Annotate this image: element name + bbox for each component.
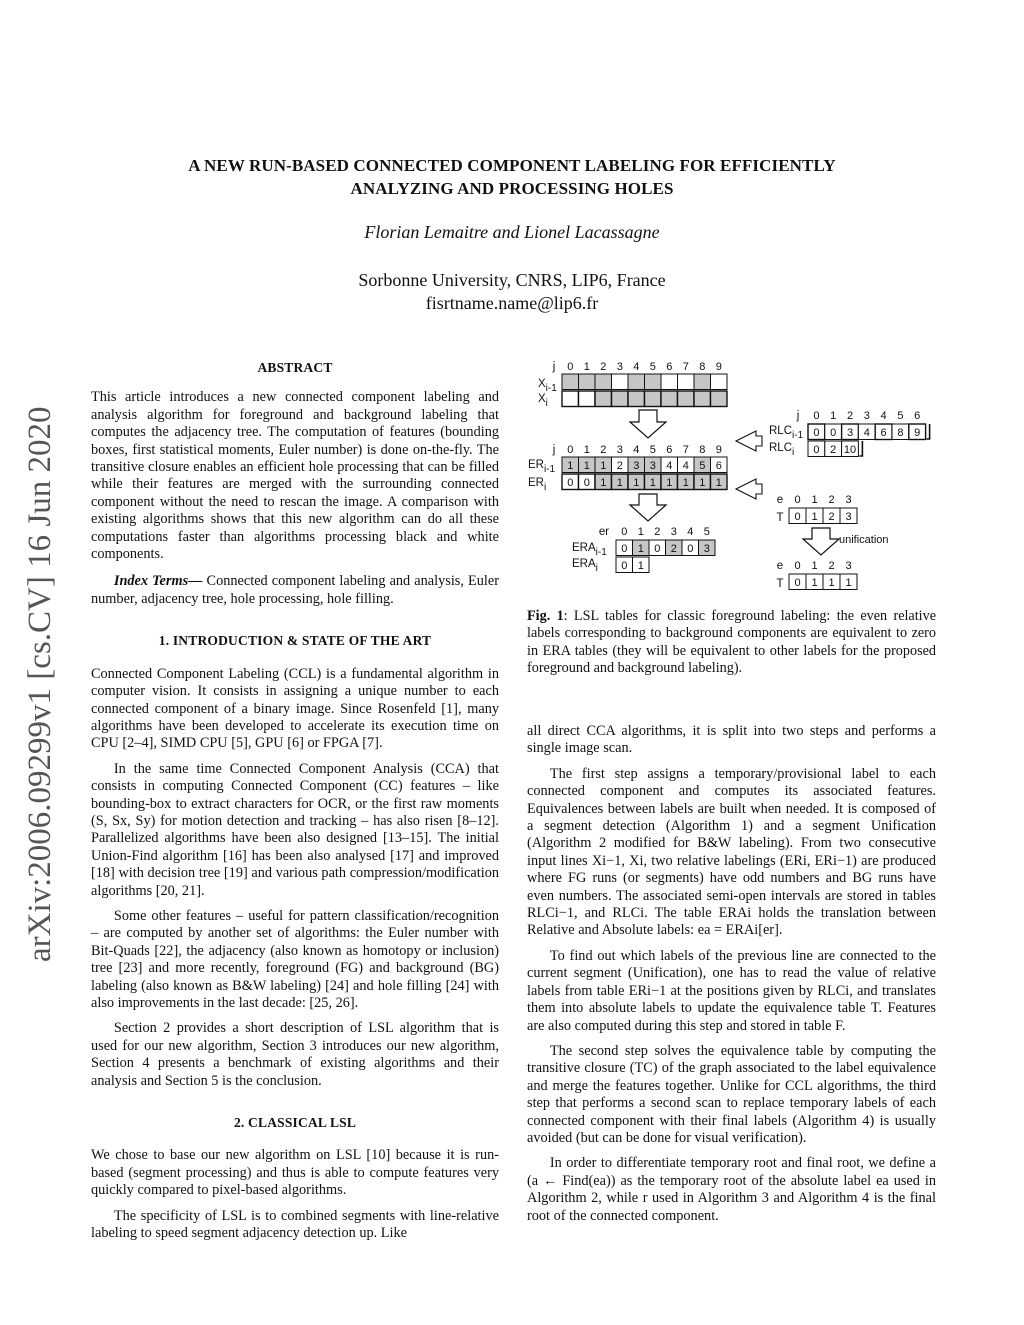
era-prev-row-value-5: 3 xyxy=(703,543,710,555)
x-prev-row-cell-7 xyxy=(678,374,695,390)
era-index-2: 2 xyxy=(654,526,661,538)
t2-index-2: 2 xyxy=(828,560,835,572)
x-prev-row-cell-0 xyxy=(562,374,579,390)
t2-index-3: 3 xyxy=(845,560,852,572)
era-index-5: 5 xyxy=(703,526,710,538)
x-cur-row-cell-1 xyxy=(579,391,596,407)
rlc-index-5: 5 xyxy=(897,410,904,422)
era-index-0: 0 xyxy=(621,526,628,538)
title-line-2: ANALYZING AND PROCESSING HOLES xyxy=(350,179,674,198)
j-label-top: j xyxy=(552,361,556,373)
label-er-prev: ERi-1 xyxy=(528,459,556,475)
t2-index-1: 1 xyxy=(811,560,818,572)
j-label-rlc: j xyxy=(796,410,800,422)
section2-p2: The specificity of LSL is to combined segments with line-relative labeling to speed segment adjacency detection up. Like xyxy=(91,1207,499,1242)
j-index-top-7: 7 xyxy=(682,361,689,373)
er-label: er xyxy=(598,526,610,538)
email: fisrtname.name@lip6.fr xyxy=(425,293,599,313)
rlc-index-4: 4 xyxy=(880,410,887,422)
er-prev-row-value-8: 5 xyxy=(699,460,706,472)
era-prev-row-value-1: 1 xyxy=(637,543,644,555)
er-cur-row-value-5: 1 xyxy=(649,477,656,489)
er-prev-row-value-4: 3 xyxy=(633,460,640,472)
label-era-prev: ERAi-1 xyxy=(572,542,607,558)
rlc-prev-value-1: 0 xyxy=(830,427,837,439)
j-index-top-8: 8 xyxy=(699,361,706,373)
arrow-to-rlc-1 xyxy=(736,431,762,451)
era-index-3: 3 xyxy=(670,526,677,538)
figure-diagram xyxy=(526,356,938,596)
x-prev-row-cell-5 xyxy=(645,374,662,390)
section1-p3: Some other features – useful for pattern classification/recognition – are computed by another set of algorithms: the Euler number with Bit-Quads [22], the adjacency (also known as homotopy or inclusion) tree [23] and more recently, foreground (FG) and background (BG) labeling (also known as B&W labeling) [24] and hole filling [24] with also improvements in the last decade: [25, 26]. xyxy=(91,907,499,1011)
era-prev-row-value-3: 2 xyxy=(670,543,677,555)
e-label-1: e xyxy=(776,494,784,506)
t-before-row-value-2: 2 xyxy=(828,511,835,523)
paper-title xyxy=(0,154,1024,200)
label-rlc-cur: RLCi xyxy=(769,442,795,458)
er-cur-row-value-9: 1 xyxy=(715,477,722,489)
rlc-prev-value-2: 3 xyxy=(846,427,854,439)
section1-p1: Connected Component Labeling (CCL) is a fundamental algorithm in computer vision. It consists in assigning a unique number to each connected component of a binary image. Since Rosenfeld [1], many algorithms have been developed to accelerate its execution time on CPU [2–4], SIMD CPU [5], GPU [6] or FPGA [7]. xyxy=(91,665,499,752)
t-after-row-value-2: 1 xyxy=(828,577,835,589)
t-before-row-value-3: 3 xyxy=(845,511,852,523)
right-p1: The first step assigns a temporary/provisional label to each connected component and computes its associated features. Equivalences between labels are built when needed. It is composed of a segment detection (Algorithm 1) and a segment Unification (Algorithm 2 modified for B&W labeling). From two consecutive input lines Xi−1, Xi, two relative labelings (ERi, ERi−1) are produced where FG runs (or segments) have odd numbers and BG runs have even numbers. The associated semi-open intervals are stored in tables RLCi−1, and RLCi. The table ERAi holds the translation between Relative and Absolute labels: ea = ERAi[er]. xyxy=(527,765,936,939)
rlc-prev-value-3: 4 xyxy=(863,427,870,439)
j-index-er-7: 7 xyxy=(682,444,689,456)
j-index-er-6: 6 xyxy=(666,444,673,456)
er-prev-row-value-2: 1 xyxy=(600,460,607,472)
er-cur-row-value-3: 1 xyxy=(616,477,623,489)
x-cur-row-cell-9 xyxy=(711,391,728,407)
j-index-er-1: 1 xyxy=(583,444,590,456)
section1-p2: In the same time Connected Component Analysis (CCA) that consists in computing Connected Component (CC) features – like bounding-box to extract characters for OCR, or the first raw moments (S, Sx, Sy) for motion detection and tracking – has also risen [8–12]. Parallelized algorithms have been also designed [13–15]. The initial Union-Find algorithm [16] has been also analysed [17] and improved [18] with decision tree [19] and various path compression/modification algorithms [20, 21]. xyxy=(91,760,499,899)
e-label-2: e xyxy=(776,560,784,572)
er-cur-row-value-6: 1 xyxy=(666,477,673,489)
x-cur-row-cell-2 xyxy=(595,391,612,407)
arxiv-stamp xyxy=(6,357,66,967)
t-before-row-value-0: 0 xyxy=(794,511,801,523)
rlc-cur-value-0: 0 xyxy=(813,444,820,456)
j-index-er-3: 3 xyxy=(616,444,623,456)
arrow-down-1 xyxy=(630,410,666,438)
rlc-cur-value-2: 10 xyxy=(843,444,857,456)
affiliation: Sorbonne University, CNRS, LIP6, France xyxy=(358,270,666,290)
t-before-row-value-1: 1 xyxy=(811,511,818,523)
section1-heading: 1. INTRODUCTION & STATE OF THE ART xyxy=(158,633,432,649)
arxiv-stamp-text: arXiv:2006.09299v1 [cs.CV] 16 Jun 2020 xyxy=(22,406,58,962)
rlc-cur-value-1: 2 xyxy=(830,444,837,456)
title-line-1: A NEW RUN-BASED CONNECTED COMPONENT LABELING FOR EFFICIENTLY xyxy=(188,156,836,175)
j-index-top-5: 5 xyxy=(649,361,656,373)
t2-index-0: 0 xyxy=(794,560,801,572)
j-index-top-3: 3 xyxy=(616,361,623,373)
j-index-top-2: 2 xyxy=(600,361,607,373)
arrow-down-unification xyxy=(803,528,839,555)
section2-p1: We chose to base our new algorithm on LSL [10] because it is run-based (segment processing) and thus is able to compute features very quickly compared to pixel-based algorithms. xyxy=(91,1147,499,1199)
er-prev-row-value-5: 3 xyxy=(649,460,656,472)
right-p0: all direct CCA algorithms, it is split into two steps and performs a single image scan. xyxy=(527,723,936,757)
er-cur-row-value-4: 1 xyxy=(633,477,640,489)
j-index-er-9: 9 xyxy=(715,444,722,456)
unification-label: unification xyxy=(839,534,889,546)
j-index-er-0: 0 xyxy=(567,444,574,456)
rlc-index-1: 1 xyxy=(830,410,837,422)
arrow-to-rlc-2 xyxy=(736,479,762,499)
er-cur-row-value-8: 1 xyxy=(699,477,706,489)
t-after-row-value-0: 0 xyxy=(794,577,801,589)
left-column xyxy=(91,359,499,1242)
era-prev-row-value-0: 0 xyxy=(621,543,628,555)
x-prev-row-cell-1 xyxy=(579,374,596,390)
j-index-er-4: 4 xyxy=(633,444,640,456)
x-cur-row-cell-5 xyxy=(645,391,662,407)
rlc-index-3: 3 xyxy=(863,410,870,422)
right-p2: To find out which labels of the previous line are connected to the current segment (Unification), one has to read the value of relative labels from table ERi−1 at the positions given by RLCi, and translates them into absolute labels to update the equivalence table T. Features are also computed during this step and stored in table F. xyxy=(527,947,936,1034)
j-index-top-1: 1 xyxy=(583,361,590,373)
rlc-prev-value-5: 8 xyxy=(897,427,904,439)
x-cur-row-cell-8 xyxy=(694,391,711,407)
x-cur-row-cell-6 xyxy=(661,391,678,407)
j-index-top-0: 0 xyxy=(567,361,574,373)
x-cur-row-cell-3 xyxy=(612,391,629,407)
label-rlc-prev: RLCi-1 xyxy=(769,425,804,441)
rlc-prev-value-4: 6 xyxy=(880,427,887,439)
rlc-prev-value-0: 0 xyxy=(813,427,820,439)
er-prev-row-value-9: 6 xyxy=(715,460,722,472)
figure-caption xyxy=(527,608,936,678)
er-prev-row-value-7: 4 xyxy=(682,460,689,472)
j-index-top-9: 9 xyxy=(715,361,722,373)
er-prev-row-value-6: 4 xyxy=(666,460,673,472)
label-era-cur: ERAi xyxy=(572,558,598,574)
rlc-prev-bracket xyxy=(927,424,930,439)
era-index-4: 4 xyxy=(687,526,694,538)
t-after-row-value-3: 1 xyxy=(845,577,852,589)
t-label-2: T xyxy=(776,578,784,590)
index-terms xyxy=(91,573,499,608)
j-index-er-5: 5 xyxy=(649,444,656,456)
x-cur-row-cell-4 xyxy=(628,391,645,407)
j-label-er: j xyxy=(552,444,556,456)
arrow-down-2 xyxy=(630,494,666,521)
x-prev-row-cell-4 xyxy=(628,374,645,390)
section1-p4: Section 2 provides a short description of LSL algorithm that is used for our new algorithm, Section 3 introduces our new algorithm, Section 4 presents a benchmark of existing algorithms and their analysis and Section 5 is the conclusion. xyxy=(91,1020,499,1089)
caption-label: Fig. 1 xyxy=(527,608,564,624)
t1-index-1: 1 xyxy=(811,494,818,506)
x-prev-row-cell-2 xyxy=(595,374,612,390)
affiliation-block xyxy=(0,269,1024,315)
right-column xyxy=(527,723,936,1225)
er-cur-row-value-0: 0 xyxy=(567,477,574,489)
er-cur-row-value-7: 1 xyxy=(682,477,689,489)
era-cur-row-value-1: 1 xyxy=(637,560,644,572)
t1-index-2: 2 xyxy=(828,494,835,506)
label-x-cur: Xi xyxy=(538,393,548,409)
t-label-1: T xyxy=(776,512,784,524)
x-cur-row-cell-7 xyxy=(678,391,695,407)
j-index-er-2: 2 xyxy=(600,444,607,456)
abstract-heading: ABSTRACT xyxy=(257,360,333,375)
label-er-cur: ERi xyxy=(528,477,547,493)
x-prev-row-cell-9 xyxy=(711,374,728,390)
era-prev-row-value-4: 0 xyxy=(687,543,694,555)
t1-index-0: 0 xyxy=(794,494,801,506)
index-terms-text: Connected component labeling and analysis, Euler number, adjacency tree, hole processing, hole filling. xyxy=(91,573,500,607)
j-index-top-4: 4 xyxy=(633,361,640,373)
rlc-cur-bracket xyxy=(859,441,862,456)
rlc-index-0: 0 xyxy=(813,410,820,422)
abstract-text: This article introduces a new connected component labeling and analysis algorithm for foreground and background labeling that computes the adjacency tree. The computation of features (bounding boxes, first statistical moments, Euler number) is done on-the-fly. The transitive closure enables an efficient hole processing that can be filled while their features are merged with the surrounding connected component without the need to rescan the image. A comparison with existing algorithms shows that this new algorithm can do all these computations faster than algorithms processing black and white components. xyxy=(91,389,499,563)
index-terms-label: Index Terms— xyxy=(113,573,203,590)
era-prev-row-value-2: 0 xyxy=(654,543,661,555)
er-prev-row-value-0: 1 xyxy=(567,460,574,472)
section2-heading: 2. CLASSICAL LSL xyxy=(233,1115,357,1131)
right-p3: The second step solves the equivalence table by computing the transitive closure (TC) of the graph associated to the label equivalence and merge the features together. Unlike for CCL algorithms, the third step that performs a second scan to replace temporary labels of each connected component with their final labels (Algorithm 4) is usually avoided (but can be done for visual verification). xyxy=(527,1042,936,1146)
er-prev-row-value-3: 2 xyxy=(616,460,623,472)
rlc-index-6: 6 xyxy=(914,410,921,422)
era-index-1: 1 xyxy=(637,526,644,538)
right-p4: In order to differentiate temporary root and final root, we define a (a ← Find(ea)) as the temporary root of the absolute label ea used in Algorithm 2, while r used in Algorithm 3 and Algorithm 4 is the final root of the connected component. xyxy=(527,1155,936,1224)
era-cur-row-value-0: 0 xyxy=(621,560,628,572)
x-prev-row-cell-6 xyxy=(661,374,678,390)
t-after-row-value-1: 1 xyxy=(811,577,818,589)
er-prev-row-value-1: 1 xyxy=(583,460,590,472)
j-index-er-8: 8 xyxy=(699,444,706,456)
j-index-top-6: 6 xyxy=(666,361,673,373)
x-cur-row-cell-0 xyxy=(562,391,579,407)
authors: Florian Lemaitre and Lionel Lacassagne xyxy=(364,222,660,242)
figure-1 xyxy=(526,356,938,596)
rlc-index-2: 2 xyxy=(846,410,854,422)
caption-text: : LSL tables for classic foreground labeling: the even relative labels corresponding to background components are equivalent to zero in ERA tables (they will be equivalent to other labels for the proposed foreground and background labeling). xyxy=(527,608,936,677)
label-x-prev: Xi-1 xyxy=(538,378,557,394)
x-prev-row-cell-3 xyxy=(612,374,629,390)
t1-index-3: 3 xyxy=(845,494,852,506)
rlc-prev-value-6: 9 xyxy=(914,427,921,439)
x-prev-row-cell-8 xyxy=(694,374,711,390)
er-cur-row-value-2: 1 xyxy=(600,477,607,489)
er-cur-row-value-1: 0 xyxy=(583,477,590,489)
